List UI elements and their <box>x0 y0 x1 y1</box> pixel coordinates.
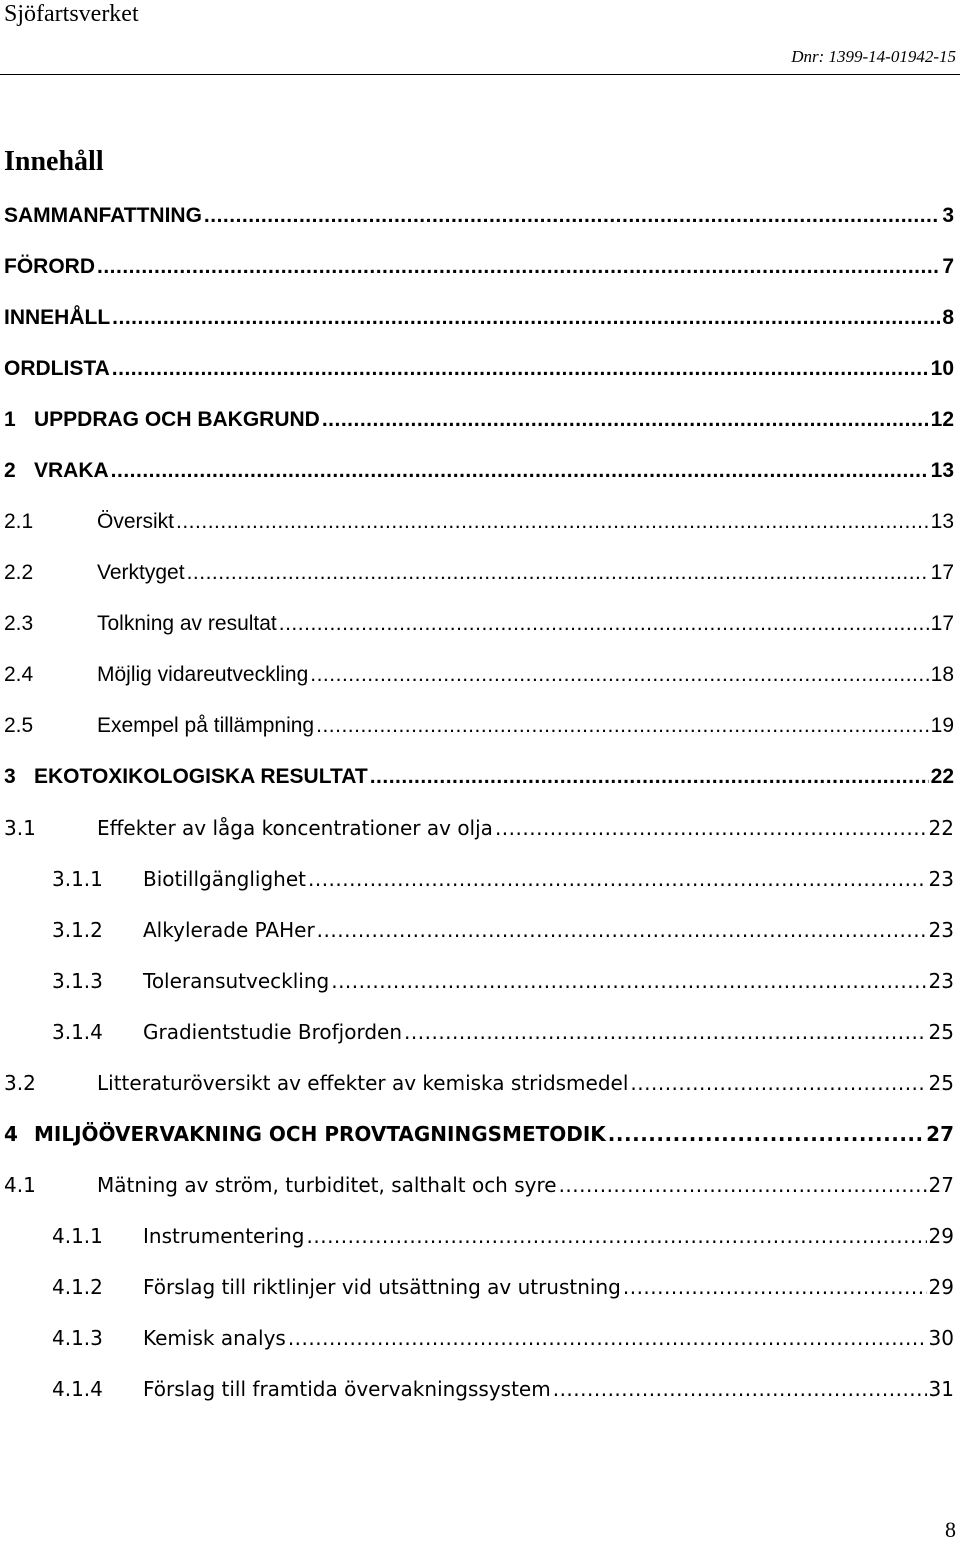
toc-entry[interactable] <box>0 547 960 598</box>
toc-entry-number: 3.2 <box>4 1070 36 1095</box>
toc-entry-number: 4.1.1 <box>52 1223 103 1248</box>
toc-entry-title: Alkylerade PAHer <box>143 917 315 942</box>
toc-entry[interactable] <box>0 904 960 955</box>
toc-entry-number: 4.1 <box>4 1172 36 1197</box>
toc-entry-title: ORDLISTA <box>4 356 110 380</box>
toc-entry-page: 23 <box>928 866 954 891</box>
toc-entry-leader <box>307 1224 927 1248</box>
toc-entry-number: 2.2 <box>4 560 34 584</box>
toc-entry[interactable] <box>0 802 960 853</box>
toc-entry-page: 29 <box>928 1274 954 1299</box>
toc-entry-title: SAMMANFATTNING <box>4 203 202 227</box>
toc-entry-title: UPPDRAG OCH BAKGRUND <box>34 407 320 431</box>
toc-entry-title: VRAKA <box>34 458 109 482</box>
toc-entry[interactable] <box>0 496 960 547</box>
toc-entry[interactable] <box>0 190 960 241</box>
toc-entry-page: 25 <box>928 1019 954 1044</box>
toc-heading: Innehåll <box>4 146 104 177</box>
toc-entry-title: Förslag till riktlinjer vid utsättning av utrustning <box>143 1274 621 1299</box>
toc-entry[interactable] <box>0 1261 960 1312</box>
toc-entry[interactable] <box>0 1312 960 1363</box>
toc-entry[interactable] <box>0 598 960 649</box>
toc-entry-title: Verktyget <box>97 560 185 584</box>
toc-entry-number: 3.1.2 <box>52 917 103 942</box>
toc-entry-leader <box>404 1020 927 1044</box>
toc-entry-leader <box>608 1122 924 1146</box>
toc-entry-page: 29 <box>928 1223 954 1248</box>
toc-entry-page: 17 <box>930 611 954 635</box>
toc-entry-page: 31 <box>928 1376 954 1401</box>
toc-entry-leader <box>310 662 928 687</box>
toc-entry[interactable] <box>0 1006 960 1057</box>
toc-entry-title: Översikt <box>97 509 175 533</box>
toc-entry-number: 3 <box>4 764 16 788</box>
toc-entry-leader <box>623 1275 927 1299</box>
toc-entry-number: 3.1 <box>4 815 36 840</box>
toc-entry-title: Mätning av ström, turbiditet, salthalt och syre <box>97 1172 557 1197</box>
toc-entry-leader <box>331 969 926 993</box>
toc-entry[interactable] <box>0 1108 960 1159</box>
toc-entry-page: 30 <box>928 1325 954 1350</box>
toc-entry-number: 4.1.2 <box>52 1274 103 1299</box>
toc-entry-title: INNEHÅLL <box>4 305 111 329</box>
toc-entry-page: 12 <box>930 407 954 431</box>
toc-entry-page: 27 <box>928 1172 954 1197</box>
toc-entry-number: 3.1.3 <box>52 968 103 993</box>
toc-entry-page: 25 <box>928 1070 954 1095</box>
toc-entry-leader <box>308 867 927 891</box>
toc-entry-title: Möjlig vidareutveckling <box>97 662 309 686</box>
toc-entry-page: 17 <box>930 560 954 584</box>
toc-entry-leader <box>279 611 929 636</box>
toc-entry-number: 3.1.1 <box>52 866 103 891</box>
toc-entry-page: 19 <box>930 713 954 737</box>
toc-entry[interactable] <box>0 1057 960 1108</box>
toc-entry-leader <box>204 203 940 228</box>
toc-entry-title: Kemisk analys <box>143 1325 286 1350</box>
toc-entry[interactable] <box>0 292 960 343</box>
toc-entry[interactable] <box>0 241 960 292</box>
toc-entry-title: MILJÖÖVERVAKNING OCH PROVTAGNINGSMETODIK <box>34 1121 606 1146</box>
toc-entry[interactable] <box>0 394 960 445</box>
toc-entry[interactable] <box>0 1159 960 1210</box>
toc-entry-page: 22 <box>930 764 954 788</box>
toc-entry-title: Exempel på tillämpning <box>97 713 315 737</box>
toc-entry-page: 3 <box>942 203 954 227</box>
toc-entry-title: Förslag till framtida övervakningssystem <box>143 1376 551 1401</box>
toc-entry-leader <box>316 713 929 738</box>
toc-entry-number: 3.1.4 <box>52 1019 103 1044</box>
toc-entry-title: Instrumentering <box>143 1223 305 1248</box>
toc-entry-title: Litteraturöversikt av effekter av kemiska stridsmedel <box>97 1070 629 1095</box>
toc-entry-title: Effekter av låga koncentrationer av olja <box>97 815 493 840</box>
toc-entry-page: 7 <box>942 254 954 278</box>
toc-entry-page: 22 <box>928 815 954 840</box>
toc-entry-number: 4 <box>4 1121 18 1146</box>
toc-entry-page: 10 <box>930 356 954 380</box>
toc-entry[interactable] <box>0 1210 960 1261</box>
toc-entry-number: 4.1.4 <box>52 1376 103 1401</box>
toc-entry-leader <box>111 458 929 483</box>
toc-entry-leader <box>322 407 929 432</box>
toc-entry[interactable] <box>0 445 960 496</box>
toc-entry-number: 2.4 <box>4 662 34 686</box>
toc-entry-page: 27 <box>926 1121 954 1146</box>
toc-entry-title: Biotillgänglighet <box>143 866 306 891</box>
toc-entry-title: EKOTOXIKOLOGISKA RESULTAT <box>34 764 368 788</box>
header-divider <box>0 74 960 75</box>
toc-entry-number: 4.1.3 <box>52 1325 103 1350</box>
toc-entry[interactable] <box>0 955 960 1006</box>
toc-entry-leader <box>288 1326 927 1350</box>
toc-entry-leader <box>317 918 927 942</box>
toc-entry-number: 1 <box>4 407 16 431</box>
table-of-contents <box>0 190 960 1414</box>
header-document-number: Dnr: 1399-14-01942-15 <box>791 47 956 66</box>
toc-entry-number: 2.3 <box>4 611 34 635</box>
toc-entry[interactable] <box>0 853 960 904</box>
toc-entry-leader <box>176 509 929 534</box>
toc-entry-page: 23 <box>928 968 954 993</box>
toc-entry-number: 2 <box>4 458 16 482</box>
toc-entry-title: FÖRORD <box>4 254 95 278</box>
toc-entry-leader <box>112 356 929 381</box>
toc-entry-page: 8 <box>942 305 954 329</box>
toc-entry-leader <box>630 1071 926 1095</box>
header-organization: Sjöfartsverket <box>4 1 139 27</box>
toc-entry-leader <box>553 1377 927 1401</box>
toc-entry-page: 23 <box>928 917 954 942</box>
toc-entry-title: Toleransutveckling <box>143 968 330 993</box>
toc-entry-page: 18 <box>930 662 954 686</box>
toc-entry[interactable] <box>0 343 960 394</box>
toc-entry[interactable] <box>0 751 960 802</box>
toc-entry-leader <box>112 305 940 330</box>
toc-entry-leader <box>187 560 929 585</box>
toc-entry-number: 2.5 <box>4 713 34 737</box>
toc-entry-title: Gradientstudie Brofjorden <box>143 1019 403 1044</box>
toc-entry-number: 2.1 <box>4 509 34 533</box>
toc-entry-leader <box>559 1173 927 1197</box>
toc-entry-leader <box>495 816 927 840</box>
toc-entry-leader <box>370 764 929 789</box>
toc-entry-title: Tolkning av resultat <box>97 611 277 635</box>
toc-entry-page: 13 <box>930 509 954 533</box>
page-number: 8 <box>945 1517 956 1542</box>
toc-entry-page: 13 <box>930 458 954 482</box>
toc-entry[interactable] <box>0 700 960 751</box>
toc-entry-leader <box>97 254 940 279</box>
toc-entry[interactable] <box>0 649 960 700</box>
toc-entry[interactable] <box>0 1363 960 1414</box>
